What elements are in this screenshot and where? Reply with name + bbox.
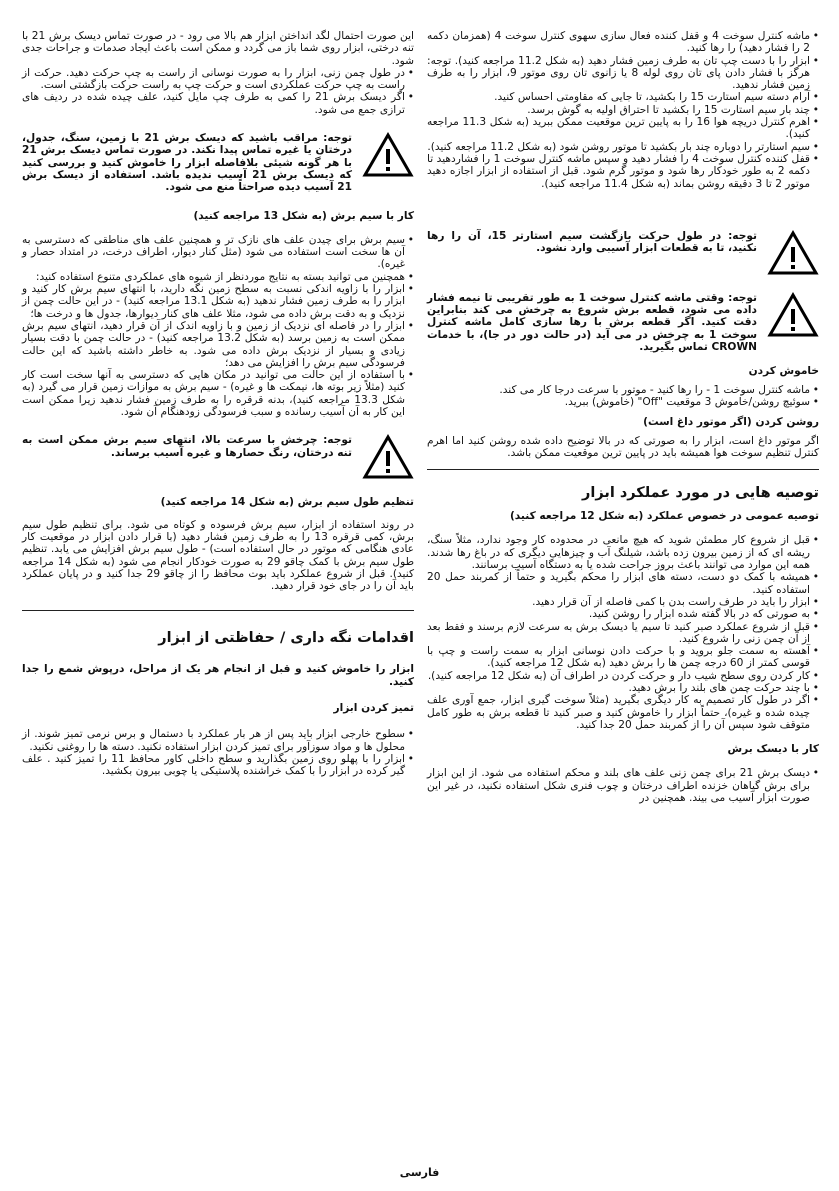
list-item: • آرام دسته سیم استارت 15 را بکشید، تا جایی که مقاومتی احساس کنید. (427, 91, 819, 103)
disc-heading: کار با دیسک برش (727, 743, 819, 756)
list-item: • سوئیچ روشن/خاموش 3 موقعیت "Off" (خاموش) ببرید. (427, 396, 819, 408)
left-column (22, 30, 414, 777)
right-column (427, 30, 819, 804)
list-item: • قفل کننده کنترل سوخت 4 را فشار دهید و سپس ماشه کنترل سوخت 1 را فشاردهید تا دکمه 2 به طور خودکار رها شود و موتور گرم شود. قبل از استفاده از ابزار اجازه دهید موتور 2 تا 3 دقیقه روشن بماند (به شکل 11.4 مراجعه کنید). (427, 153, 819, 190)
section-title: توصیه هایی در مورد عملکرد ابزار (582, 485, 819, 502)
starting-steps-list (427, 30, 819, 190)
list-item: • قبل از شروع عملکرد صبر کنید تا سیم یا دیسک برش به سرعت لازم برسند و فقط بعد از آن چمن زنی را شروع کنید. (427, 621, 819, 646)
warning-box (22, 132, 414, 193)
general-tips-list (427, 534, 819, 731)
list-item: • ابزار را در فاصله ای نزدیک از زمین و با زاویه اندک از آن قرار دهید، انتهای سیم برش ممکن است به زمین برسد (به شکل 13.2 مراجعه کنید) - در حالت چمن با دقت بسیار زیادی و بسیار از نزدیک برش داده می شود. به خاطر داشته باشید که این حالت فرسودگی سیم برش را افزایش می دهد؛ (22, 320, 414, 369)
list-item: • اگر در طول کار تصمیم به کار دیگری بگیرید (مثلاً سوخت گیری ابزار، جمع آوری علف چیده شده و غیره)، حتماً ابزار را خاموش کنید و صبر کنید تا قطعه برش به طور کامل متوقف شود سپس آن را از کمربند حمل 20 جدا کنید. (427, 694, 819, 731)
list-item: • کار کردن روی سطح شیب دار و حرکت کردن در اطراف آن (به شکل 12 مراجعه کنید). (427, 670, 819, 682)
clean-heading: تمیز کردن ابزار (333, 701, 414, 714)
list-item: • آهسته به سمت جلو بروید و با حرکت دادن نوسانی ابزار به سمت راست و چپ با قوسی کمتر از 60 درجه چمن ها را برش دهید (به شکل 12 مراجعه کنید). (427, 645, 819, 670)
list-item: • ابزار را با زاویه اندکی نسبت به سطح زمین نگه دارید، با انتهای سیم برش کار کنید و ابزار را به طرف زمین فشار ندهید (به شکل 13.1 مراجعه کنید) - در این حالت چمن از نزدیک و به دقت برش داده می شود، مثلا علف های کنار دیوارها، جدول ها و درخت ها؛ (22, 283, 414, 320)
warning-box (427, 292, 819, 353)
wire-list (22, 234, 414, 418)
wire-heading: کار با سیم برش (به شکل 13 مراجعه کنید) (193, 209, 414, 222)
hot-start-text: اگر موتور داغ است، ابزار را به صورتی که در بالا توضیح داده شده روشن کنید اما اهرم کنترل تنظیم سوخت هوا همیشه باید در پایین ترین موقعیت ممکن باشد. (427, 434, 819, 459)
list-item: • با چند حرکت چمن های بلند را برش دهید. (427, 682, 819, 694)
warning-text: توجه: وقتی ماشه کنترل سوخت 1 به طور تقریبی تا نیمه فشار داده می شود، قطعه برش شروع به چرخش می کند بنابراین دقت کنید. اگر قطعه برش با رها سازی کامل ماشه کنترل سوخت 1 به چرخش در می آید (در حالت دور در جا)، با خدمات CROWN تماس بگیرید. (427, 291, 757, 354)
warning-box (22, 434, 414, 480)
list-item: • همیشه با کمک دو دست، دسته های ابزار را محکم بگیرید و حتماً از کمربند حمل 20 استفاده کنید. (427, 571, 819, 596)
warning-triangle-icon (767, 292, 819, 338)
warning-triangle-icon (362, 434, 414, 480)
list-item: • ماشه کنترل سوخت 1 - را رها کنید - موتور با سرعت درجا کار می کند. (427, 384, 819, 396)
warning-text: توجه: مراقب باشید که دیسک برش 21 با زمین، سنگ، جدول، درختان یا غیره تماس پیدا نکند. در صورت تماس دیسک برش 21 با هر گونه شیئی بلافاصله ابزار را خاموش کنید و بررسی کنید که دیسک برش 21 آسیب ندیده باشد. استفاده از دیسک برش 21 آسیب دیده صراحتاً منع می شود. (22, 132, 353, 194)
list-item: • با استفاده از این حالت می توانید در مکان هایی که دسترسی به آنها سخت است کار کنید (مثلاً زیر بوته ها، نیمکت ها و غیره) - سیم برش به موازات زمین قرار می گیرد (به شکل 13.3 مراجعه کنید)، بدنه قرقره را به طرف زمین فشار ندهید زیرا ممکن است این کار به آن آسیب رسانده و سبب فرسودگی زودهنگام آن شود. (22, 369, 414, 418)
list-item: • ماشه کنترل سوخت 4 و قفل کننده فعال سازی سهوی کنترل سوخت 4 (همزمان دکمه 2 را فشار دهید) را رها کنید. (427, 30, 819, 55)
section-title: اقدامات نگه داری / حفاظتی از ابزار (158, 630, 414, 647)
general-heading: توصیه عمومی در خصوص عملکرد (به شکل 12 مراجعه کنید) (509, 510, 819, 523)
list-item: • به صورتی که در بالا گفته شده ابزار را روشن کنید. (427, 608, 819, 620)
list-item: • دیسک برش 21 برای چمن زنی علف های بلند و محکم استفاده می شود. از این ابزار برای برش گیاهان خزنده اطراف درختان و چوب فنری شکل استفاده نکنید، در غیر این صورت ابزار آسیب می بیند. همچنین در (427, 767, 819, 804)
warning-text: توجه: در طول حرکت بازگشت سیم استارتر 15، آن را رها نکنید، تا به قطعات ابزار آسیبی وارد نشود. (427, 229, 757, 255)
list-item: • ابزار را با دست چپ تان به طرف زمین فشار دهید (به شکل 11.2 مراجعه کنید). توجه: هرگز با فشار دادن پای تان روی لوله 8 یا زانوی تان روی موتور 9، ابزار را به طرف زمین فشار ندهید. (427, 55, 819, 92)
warning-box (427, 230, 819, 276)
list-item: • ابزار را با پهلو روی زمین بگذارید و سطح داخلی کاور محافظ 11 را تمیز کنید . علف گیر کرده در ابزار را با کمک خراشنده پلاستیکی یا چوبی بیرون بکشید. (22, 753, 414, 778)
list-item: • سطوح خارجی ابزار باید پس از هر بار عملکرد با دستمال و برس نرمی تمیز شوند. از محلول ها و مواد سوزآور برای تمیز کردن ابزار استفاده نکنید. دسته ها را روغنی نکنید. (22, 728, 414, 753)
page-footer-language: فارسی (399, 1166, 440, 1179)
list-item: • اهرم کنترل دریچه هوا 16 را به پایین ترین موقعیت ممکن ببرید (به شکل 11.3 مراجعه کنید). (427, 116, 819, 141)
warning-triangle-icon (767, 230, 819, 276)
length-heading: تنظیم طول سیم برش (به شکل 14 مراجعه کنید) (160, 496, 414, 509)
list-item: • ابزار را باید در طرف راست بدن با کمی فاصله از آن قرار دهید. (427, 596, 819, 608)
warning-text: توجه: چرخش با سرعت بالا، انتهای سیم برش ممکن است به تنه درختان، رنگ حصارها و غیره آسیب برساند. (22, 434, 352, 459)
warning-triangle-icon (362, 132, 414, 178)
list-item: • قبل از شروع کار مطمئن شوید که هیچ مانعی در محدوده کار وجود ندارد، مثلاً سنگ، ریشه ای که از زمین بیرون زده باشد، شیلنگ آب و چیزهایی دیگری که در باغ رها شدند. همه این موارد می توانند باعث بروز جراحت شده یا به دستگاه آسیب برسانند. (427, 534, 819, 571)
list-item: • اگر دیسک برش 21 را کمی به طرف چپ مایل کنید، علف چیده شده در ردیف های ترازی جمع می شود. (22, 91, 414, 116)
list-item: • سیم برش برای چیدن علف های نازک تر و همچنین علف های مناطقی که دسترسی به آن ها سخت است استفاده می شود (مثل کنار دیوار، اطراف درخت، در امتداد حصار و غیره). (22, 234, 414, 271)
off-list (427, 384, 819, 409)
length-text: در روند استفاده از ابزار، سیم برش فرسوده و کوتاه می شود. برای تنظیم طول سیم برش، کمی قرقره 13 را به طرف زمین فشار دهید (با قرار دادن ابزار در موقعیت کار عادی هنگامی که موتور در حال استفاده است) - طول سیم برش افزایش می یابد. تنظیم طول سیم برش با کمک چاقو 29 به صورت خودکار انجام می شود (به شکل 14 مراجعه کنید). قبل از شروع عملکرد باید بوت محافظ را از چاقو 29 جدا کنید و در پایان عملکرد باید آن را در جای خود قرار دهید. (22, 518, 415, 593)
maintenance-warning: ابزار را خاموش کنید و قبل از انجام هر یک از مراحل، درپوش شمع را جدا کنید. (22, 663, 414, 688)
clean-list (22, 728, 414, 777)
hot-start-heading: روشن کردن (اگر موتور داغ است) (643, 416, 819, 429)
intro-list (22, 67, 414, 116)
list-item: • همچنین می توانید بسته به نتایج موردنظر از شیوه های عملکردی متنوع استفاده کنید: (22, 271, 414, 283)
list-item: • چند بار سیم استارت 15 را بکشید تا احتراق اولیه به گوش برسد. (427, 104, 819, 116)
intro-text: این صورت احتمال لگد انداختن ابزار هم بالا می رود - در صورت تماس دیسک برش 21 با تنه درختی، ابزار روی شما باز می گردد و ممکن است باعث ایجاد صدمات و جراحات جدی شود. (22, 30, 414, 67)
list-item: • سیم استارتر را دوباره چند بار بکشید تا موتور روشن شود (به شکل 11.2 مراجعه کنید). (427, 141, 819, 153)
off-heading: خاموش کردن (748, 365, 819, 378)
disc-list (427, 767, 819, 804)
list-item: • در طول چمن زنی، ابزار را به صورت نوسانی از راست به چپ حرکت دهید. حرکت از راست به چپ حرکت عملکردی است و حرکت چپ به راست حرکت بازگشتی است. (22, 67, 414, 92)
